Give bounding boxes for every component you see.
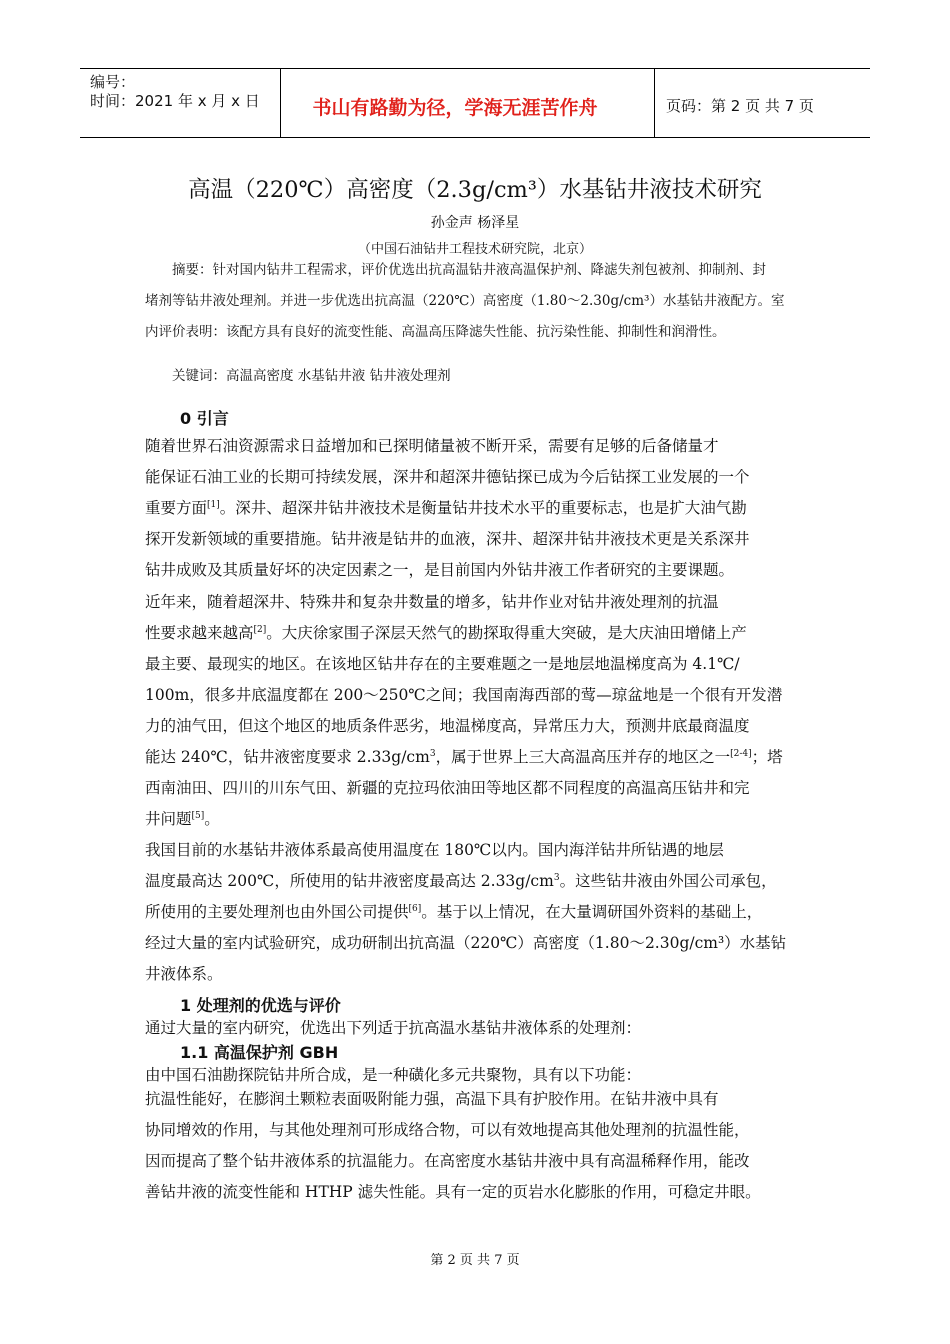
body-line: 100m，很多井底温度都在 200～250℃之间；我国南海西部的莺—琼盆地是一个很有开发潜: [145, 686, 783, 704]
citation: [2-4]: [730, 748, 752, 759]
citation: [1]: [207, 499, 220, 510]
abstract-line: 内评价表明：该配方具有良好的流变性能、高温高压降滤失性能、抗污染性能、抑制性和润滑性。: [145, 324, 726, 340]
body-line: 能达 240℃，钻井液密度要求 $2.33g/cm^3$，属于世界上三大高温高压并存的地区之一[2-4]；塔: [145, 748, 783, 766]
body-line: 最主要、最现实的地区。在该地区钻井存在的主要难题之一是地层地温梯度高为 4.1℃/: [145, 655, 740, 673]
body-line: 性要求越来越高[2]。大庆徐家围子深层天然气的勘探取得重大突破，是大庆油田增储上产: [145, 624, 747, 642]
paper-authors: 孙金声 杨泽星: [430, 215, 520, 231]
body-line: 井液体系。: [145, 965, 223, 983]
paper-affiliation: （中国石油钻井工程技术研究院，北京）: [357, 242, 592, 257]
citation: [5]: [191, 810, 205, 821]
header-divider: [280, 69, 281, 137]
body-line: 近年来，随着超深井、特殊井和复杂井数量的增多，钻井作业对钻井液处理剂的抗温: [145, 593, 719, 611]
header-number: 编号：: [90, 73, 136, 91]
page-footer: 第 2 页 共 7 页: [430, 1253, 520, 1268]
keywords: 关键词：高温高密度 水基钻井液 钻井液处理剂: [172, 368, 451, 384]
body-line: 重要方面[1]。深井、超深井钻井液技术是衡量钻井技术水平的重要标志，也是扩大油气勘: [145, 499, 747, 517]
header-divider: [654, 69, 655, 137]
body-line: 能保证石油工业的长期可持续发展，深井和超深井德钻探已成为今后钻探工业发展的一个: [145, 468, 750, 486]
body-line: 探开发新领域的重要措施。钻井液是钻井的血液，深井、超深井钻井液技术更是关系深井: [145, 530, 750, 548]
header-date: 时间：2021 年 x 月 x 日: [90, 92, 260, 110]
header-motto: 书山有路勤为径，学海无涯苦作舟: [312, 97, 598, 119]
body-line: 协同增效的作用，与其他处理剂可形成络合物，可以有效地提高其他处理剂的抗温性能，: [145, 1121, 750, 1139]
body-line: 力的油气田，但这个地区的地质条件恶劣，地温梯度高，异常压力大，预测井底最商温度: [145, 717, 750, 735]
body-line: 温度最高达 200℃，所使用的钻井液密度最高达 $2.33g/cm^3$。这些钻井液由外国公司承包，: [145, 872, 777, 890]
body-line: 由中国石油勘探院钻井所合成，是一种磺化多元共聚物，具有以下功能：: [145, 1066, 642, 1084]
body-line: 经过大量的室内试验研究，成功研制出抗高温（220℃）高密度（1.80～2.30g/cm³）水基钻: [145, 934, 787, 952]
body-line: 善钻井液的流变性能和 HTHP 滤失性能。具有一定的页岩水化膨胀的作用，可稳定井眼。: [145, 1183, 761, 1201]
body-line: 所使用的主要处理剂也由外国公司提供[6]。基于以上情况，在大量调研国外资料的基础上，: [145, 903, 763, 921]
abstract-line: 堵剂等钻井液处理剂。并进一步优选出抗高温（220℃）高密度（1.80～2.30g/cm³）水基钻井液配方。室: [145, 293, 785, 309]
body-line: 通过大量的室内研究，优选出下列适于抗高温水基钻井液体系的处理剂：: [145, 1019, 642, 1037]
paper-title: 高温（220℃）高密度（2.3g/cm³）水基钻井液技术研究: [188, 177, 762, 203]
body-line: 随着世界石油资源需求日益增加和已探明储量被不断开采，需要有足够的后备储量才: [145, 437, 719, 455]
body-line: 我国目前的水基钻井液体系最高使用温度在 180℃以内。国内海洋钻井所钻遇的地层: [145, 841, 724, 859]
header-page-code: 页码：第 2 页 共 7 页: [666, 97, 814, 115]
body-line: 井问题[5]。: [145, 810, 220, 828]
document-header: [80, 68, 870, 138]
citation: [6]: [408, 903, 422, 914]
body-line: 钻井成败及其质量好坏的决定因素之一，是目前国内外钻井液工作者研究的主要课题。: [145, 561, 735, 579]
section-heading-intro: 0 引言: [180, 409, 229, 428]
abstract-line: 摘要：针对国内钻井工程需求，评价优选出抗高温钻井液高温保护剂、降滤失剂包被剂、抑制剂、封: [172, 262, 766, 278]
body-line: 因而提高了整个钻井液体系的抗温能力。在高密度水基钻井液中具有高温稀释作用，能改: [145, 1152, 750, 1170]
body-line: 西南油田、四川的川东气田、新疆的克拉玛依油田等地区都不同程度的高温高压钻井和完: [145, 779, 750, 797]
body-line: 抗温性能好，在膨润土颗粒表面吸附能力强，高温下具有护胶作用。在钻井液中具有: [145, 1090, 719, 1108]
section-heading-1: 1 处理剂的优选与评价: [180, 996, 341, 1015]
citation: [2]: [253, 624, 267, 635]
section-heading-1-1: 1.1 高温保护剂 GBH: [180, 1043, 339, 1062]
